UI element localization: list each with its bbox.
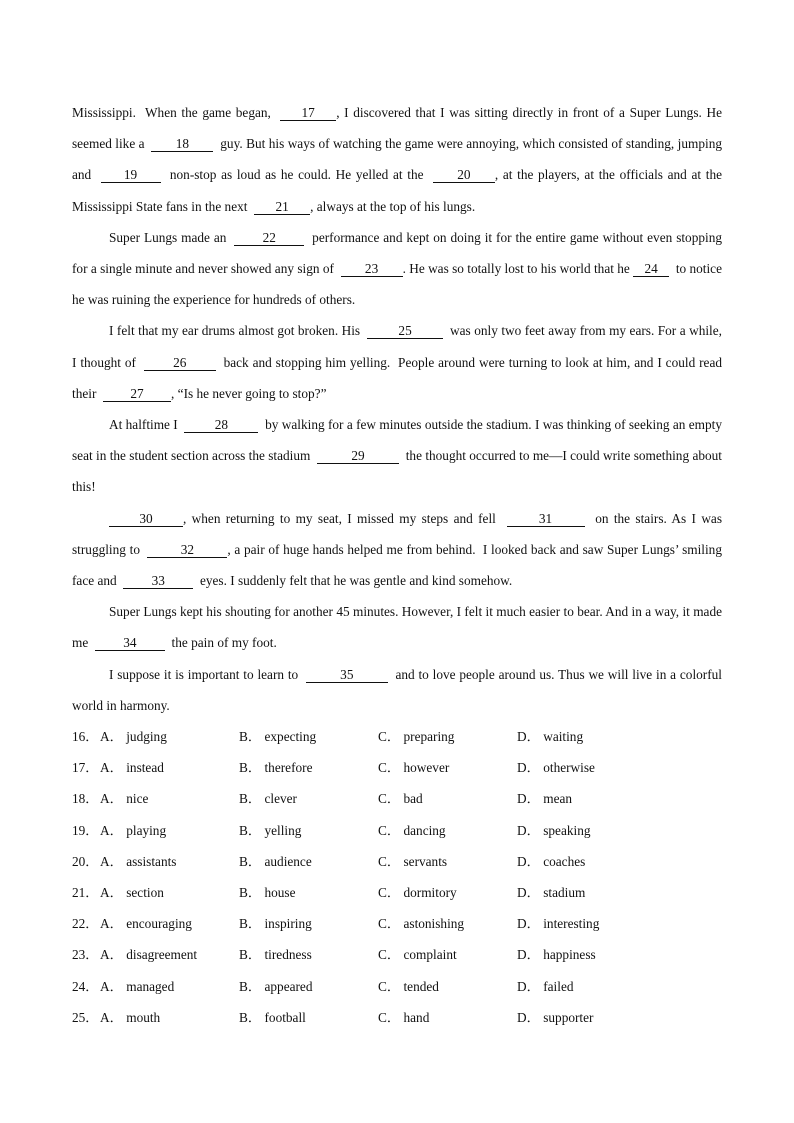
option-d: D． mean (517, 791, 573, 807)
option-a: A． assistants (100, 853, 177, 869)
option-a: A． section (100, 885, 164, 900)
option-d: D． coaches (517, 853, 586, 869)
blank-24: 24 (633, 261, 669, 277)
passage-paragraph (72, 503, 729, 597)
blank-34: 34 (95, 635, 165, 651)
question-number: 19． (72, 822, 99, 838)
cloze-passage (72, 97, 729, 721)
question-number: 22． (72, 916, 99, 932)
option-b: B． appeared (239, 978, 313, 994)
option-b: B． clever (239, 791, 297, 807)
option-a: A． encouraging (100, 916, 192, 932)
question-row (72, 783, 722, 814)
option-d: D． supporter (517, 1009, 594, 1025)
passage-text: was only two feet away from my ears. For a while, I thought of (72, 323, 726, 370)
passage-text: , a pair of huge hands helped me from behind. I looked back and saw Super Lungs’ smiling face and (72, 541, 729, 589)
question-number: 16． (72, 729, 99, 745)
passage-text: Mississippi. When the game began, (72, 105, 281, 120)
question-row (72, 1002, 722, 1033)
passage-text: , “Is he never going to stop?” (171, 385, 327, 401)
passage-text: performance and kept on doing it for the entire game without even stopping for a single minute and never showed any sign of (72, 229, 726, 277)
option-b: B． audience (239, 853, 312, 869)
blank-29: 29 (317, 448, 399, 464)
option-c: C． dancing (378, 822, 446, 838)
passage-text: I felt that my ear drums almost got broken. His (109, 323, 368, 339)
option-d: D． stadium (517, 885, 586, 900)
blank-31: 31 (507, 511, 585, 527)
passage-text: back and stopping him yelling. People around were turning to look at him, and I could read their (72, 354, 726, 401)
option-b: B． expecting (239, 729, 317, 745)
passage-text: , when returning to my seat, I missed my steps and fell (183, 510, 507, 526)
question-row (72, 721, 722, 752)
option-d: D． waiting (517, 729, 584, 745)
option-c: C． however (378, 760, 450, 776)
blank-28: 28 (184, 417, 258, 433)
passage-text: . He was so totally lost to his world that he (402, 261, 634, 277)
passage-text: I suppose it is important to learn to (109, 666, 306, 682)
passage-paragraph (72, 315, 726, 409)
option-a: A． disagreement (100, 947, 198, 963)
question-number: 21． (72, 885, 99, 900)
option-b: B． therefore (239, 760, 313, 776)
option-b: B． inspiring (239, 916, 312, 932)
option-c: C． dormitory (378, 885, 457, 900)
passage-text: eyes. I suddenly felt that he was gentle and kind somehow. (193, 573, 513, 589)
passage-paragraph (72, 409, 726, 503)
passage-text: , at the players, at the officials and at the Mississippi State fans in the next (72, 167, 726, 214)
question-number: 24． (72, 978, 99, 994)
passage-text: the thought occurred to me—I could write something about this! (72, 448, 726, 495)
blank-27: 27 (103, 386, 171, 402)
question-row (72, 939, 722, 970)
passage-text: the pain of my foot. (164, 635, 277, 651)
blank-19: 19 (101, 167, 161, 183)
passage-paragraph (72, 596, 726, 658)
document-page (72, 97, 729, 1033)
option-d: D． interesting (517, 916, 600, 932)
option-a: A． mouth (100, 1009, 161, 1025)
option-a: A． managed (100, 978, 175, 994)
blank-35: 35 (306, 667, 388, 683)
passage-paragraph (72, 659, 726, 721)
option-b: B． football (239, 1009, 306, 1025)
question-row (72, 846, 722, 877)
passage-paragraph (72, 222, 726, 316)
blank-22: 22 (234, 230, 304, 246)
option-a: A． playing (100, 822, 167, 838)
blank-21: 21 (254, 199, 310, 215)
passage-text: non-stop as loud as he could. He yelled at the (160, 167, 433, 183)
passage-text: to notice he was ruining the experience for hundreds of others. (72, 261, 726, 308)
option-c: C． hand (378, 1009, 430, 1025)
option-b: B． yelling (239, 822, 302, 838)
passage-text: by walking for a few minutes outside the stadium. I was thinking of seeking an empty seat in the student section across the stadium (72, 417, 726, 464)
blank-20: 20 (433, 167, 495, 183)
passage-text: Super Lungs made an (109, 229, 235, 245)
question-row (72, 877, 722, 908)
passage-text: Super Lungs kept his shouting for another 45 minutes. However, I felt it much easier to bear. And in a way, it made me (72, 604, 726, 651)
blank-32: 32 (147, 542, 227, 558)
question-row (72, 752, 722, 783)
option-b: B． tiredness (239, 947, 312, 963)
option-c: C． preparing (378, 729, 455, 745)
passage-text: and to love people around us. Thus we will live in a colorful world in harmony. (72, 666, 726, 713)
passage-text: on the stairs. As I was struggling to (72, 510, 726, 557)
question-row (72, 815, 722, 846)
question-number: 25． (72, 1009, 99, 1025)
option-c: C． tended (378, 978, 439, 994)
option-d: D． otherwise (517, 760, 595, 776)
answer-options (72, 721, 722, 1033)
option-a: A． judging (100, 729, 167, 745)
option-c: C． astonishing (378, 916, 465, 932)
blank-33: 33 (123, 573, 193, 589)
passage-text: , always at the top of his lungs. (310, 198, 476, 214)
blank-26: 26 (144, 355, 216, 371)
question-number: 18． (72, 791, 99, 807)
blank-17: 17 (280, 105, 336, 121)
option-c: C． complaint (378, 947, 457, 963)
question-row (72, 908, 722, 939)
passage-text: At halftime I (109, 417, 185, 433)
question-number: 17． (72, 760, 99, 776)
option-d: D． failed (517, 978, 574, 994)
blank-23: 23 (341, 261, 403, 277)
blank-18: 18 (151, 136, 213, 152)
option-a: A． nice (100, 791, 149, 807)
option-d: D． speaking (517, 822, 591, 838)
passage-text: guy. But his ways of watching the game were annoying, which consisted of standing, jumping and (72, 136, 726, 183)
question-number: 23． (72, 947, 99, 963)
option-d: D． happiness (517, 947, 596, 963)
option-a: A． instead (100, 760, 164, 776)
option-c: C． servants (378, 853, 448, 869)
option-b: B． house (239, 885, 296, 900)
passage-text: , I discovered that I was sitting directly in front of a Super Lungs. He seemed like a (72, 105, 726, 152)
question-row (72, 971, 722, 1002)
blank-30: 30 (109, 511, 183, 527)
question-number: 20． (72, 853, 99, 869)
blank-25: 25 (367, 323, 443, 339)
option-c: C． bad (378, 791, 423, 807)
passage-paragraph (72, 97, 726, 222)
